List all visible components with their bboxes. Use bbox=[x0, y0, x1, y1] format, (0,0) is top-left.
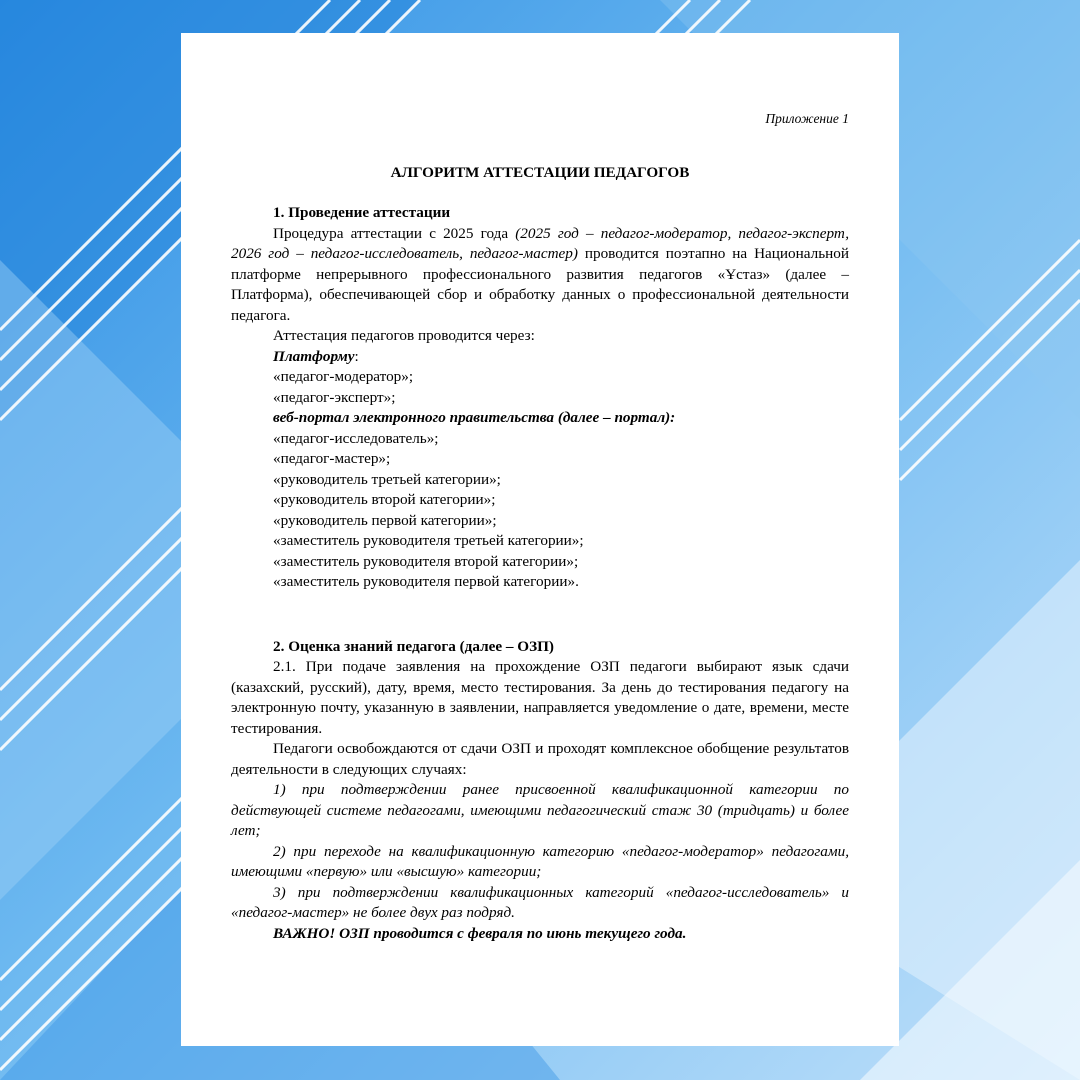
list-item: «педагог-мастер»; bbox=[273, 450, 391, 467]
list-item: «педагог-эксперт»; bbox=[273, 388, 396, 406]
intro-part2: (2025 год – педагог-модератор, педагог-эксперт, 2026 год – педагог-исследователь, педагог-мастер) bbox=[231, 224, 850, 262]
portal-label: веб-портал электронного правительства (далее – портал): bbox=[273, 409, 676, 426]
intro-part1: Процедура аттестации с 2025 года bbox=[273, 224, 516, 242]
platform-label-line bbox=[231, 347, 849, 368]
important-note: ВАЖНО! ОЗП проводится с февраля по июнь текущего года. bbox=[273, 924, 687, 942]
list-item: «заместитель руководителя второй категории»; bbox=[273, 552, 579, 570]
section2-paragraph-2: Педагоги освобождаются от сдачи ОЗП и проходят комплексное обобщение результатов деятельности в следующих случаях: bbox=[231, 740, 849, 778]
list-item: «педагог-модератор»; bbox=[273, 368, 414, 385]
platform-colon: : bbox=[354, 347, 359, 365]
document-title: АЛГОРИТМ АТТЕСТАЦИИ ПЕДАГОГОВ bbox=[390, 163, 690, 181]
list-item: «руководитель третьей категории»; bbox=[273, 470, 501, 488]
exemption-case: 1) при подтверждении ранее присвоенной квалификационной категории по действующей системе педагогами, имеющими педагогический стаж 30 (тридцать) и более лет; bbox=[231, 781, 849, 839]
platform-label: Платформу bbox=[273, 347, 355, 365]
exemption-case: 3) при подтверждении квалификационных категорий «педагог-исследователь» и «педагог-мастер» не более двух раз подряд. bbox=[231, 883, 849, 921]
list-item: «руководитель первой категории»; bbox=[273, 511, 497, 529]
document-page bbox=[181, 33, 899, 1046]
list-item: «руководитель второй категории»; bbox=[273, 491, 496, 508]
section1-intro bbox=[231, 224, 849, 327]
list-item: «заместитель руководителя первой категории». bbox=[273, 573, 579, 590]
list-item: «педагог-исследователь»; bbox=[273, 429, 439, 447]
through-text: Аттестация педагогов проводится через: bbox=[273, 327, 535, 344]
appendix-label: Приложение 1 bbox=[765, 111, 849, 126]
list-item: «заместитель руководителя третьей категории»; bbox=[273, 532, 584, 549]
section2-heading: 2. Оценка знаний педагога (далее – ОЗП) bbox=[273, 637, 554, 655]
section2-paragraph-1: 2.1. При подаче заявления на прохождение ОЗП педагоги выбирают язык сдачи (казахский, русский), дату, время, место тестирования. За день до тестирования педагогу на электронную почту, указанную в заявлении, направляется уведомление о дате, времени, месте тестирования. bbox=[231, 658, 849, 737]
exemption-case: 2) при переходе на квалификационную категорию «педагог-модератор» педагогами, имеющими «первую» или «высшую» категории; bbox=[231, 842, 849, 880]
intro-part3: проводится поэтапно на Национальной платформе непрерывного профессионального развития педагогов «Ұстаз» (далее – Платформа), обеспечивающей сбор и обработку данных о профессиональной деятельности педагога. bbox=[231, 245, 849, 324]
section1-heading: 1. Проведение аттестации bbox=[273, 204, 451, 221]
